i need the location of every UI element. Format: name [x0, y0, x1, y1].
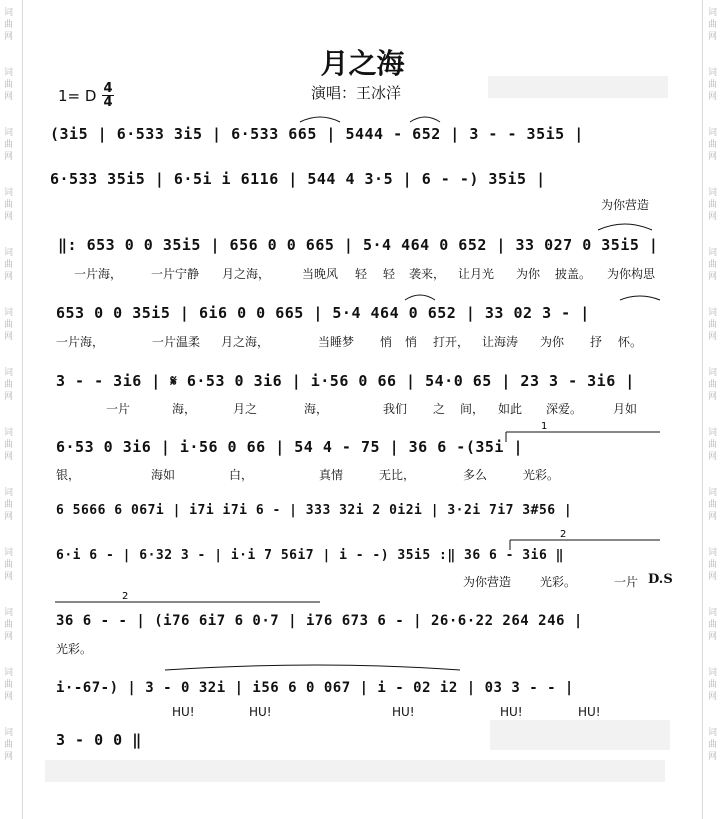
notation-row-10: i·-67-) | 3 - 0 32i | i56 6 0 067 | i - 02 i2 | 03 3 - - |: [56, 680, 574, 696]
watermark-char: 词: [708, 668, 718, 678]
watermark-char: 词: [4, 68, 14, 78]
watermark-char: 词: [4, 128, 14, 138]
watermark-char: 网: [708, 572, 718, 582]
watermark-char: 词: [708, 248, 718, 258]
watermark-char: 词: [4, 428, 14, 438]
lyric: 海，: [172, 402, 197, 416]
watermark-char: 曲: [4, 560, 14, 570]
watermark-char: 曲: [4, 680, 14, 690]
slur: [598, 224, 652, 230]
notation-row-6: 6·53 0 3i6 | i·56 0 66 | 54 4 - 75 | 36 6 -(35i |: [56, 438, 524, 456]
watermark-char: 曲: [4, 260, 14, 270]
lyric: 打开，: [433, 335, 470, 349]
watermark-char: 网: [4, 272, 14, 282]
watermark-char: 词: [708, 428, 718, 438]
lyric: 光彩。: [540, 575, 577, 589]
watermark-char: 词: [4, 488, 14, 498]
lyric: 光彩。: [56, 642, 93, 656]
watermark-char: 曲: [4, 620, 14, 630]
lyric: 无比，: [379, 468, 416, 482]
lyric: 多么: [463, 468, 488, 482]
lyric: 一片: [106, 402, 131, 416]
watermark-char: 曲: [708, 140, 718, 150]
lyric-hu: HU!: [578, 705, 601, 719]
watermark-char: 曲: [4, 80, 14, 90]
watermark-char: 词: [708, 608, 718, 618]
lyric: 为你构思: [607, 267, 656, 281]
watermark-char: 曲: [4, 200, 14, 210]
lyric: 悄: [405, 335, 418, 349]
watermark-char: 曲: [4, 440, 14, 450]
time-signature-top: 4: [103, 81, 113, 96]
watermark-char: 词: [708, 728, 718, 738]
watermark-char: 词: [708, 368, 718, 378]
lyric: 一片温柔: [152, 335, 201, 349]
lyric: 一片海，: [56, 335, 105, 349]
watermark-char: 网: [4, 332, 14, 342]
watermark-char: 词: [708, 308, 718, 318]
slur: [300, 117, 340, 122]
watermark-char: 曲: [4, 20, 14, 30]
watermark-char: 词: [708, 8, 718, 18]
watermark-char: 曲: [4, 500, 14, 510]
lyric: 悄: [380, 335, 393, 349]
lyric: 深爱。: [546, 402, 583, 416]
watermark-char: 网: [4, 572, 14, 582]
right-watermark-column: [705, 0, 725, 819]
notation-row-7: 6 5666 6 067i | i7i i7i 6 - | 333 32i 2 0i2i | 3·2i 7i7 3#56 |: [56, 503, 573, 518]
slur: [405, 295, 435, 300]
lyric: 光彩。: [523, 468, 560, 482]
notation-row-4: 653 0 0 35i5 | 6i6 0 0 665 | 5·4 464 0 652 | 33 02 3 - |: [56, 304, 590, 322]
volta-number-2b: 2: [122, 591, 129, 602]
lyric: 月如: [613, 402, 638, 416]
slur: [620, 296, 660, 300]
watermark-char: 曲: [708, 200, 718, 210]
watermark-char: 词: [4, 548, 14, 558]
slur: [165, 665, 460, 670]
watermark-char: 网: [708, 332, 718, 342]
gray-patch: [45, 760, 665, 782]
lyric: 让月光: [458, 267, 495, 281]
lyric: 让海涛: [482, 335, 519, 349]
lyric: 银，: [56, 468, 81, 482]
watermark-char: 网: [708, 752, 718, 762]
lyric: 一片宁静: [151, 267, 200, 281]
watermark-char: 词: [4, 308, 14, 318]
watermark-char: 曲: [708, 500, 718, 510]
lyric: 袭来，: [409, 267, 446, 281]
watermark-char: 词: [4, 248, 14, 258]
watermark-char: 网: [4, 692, 14, 702]
watermark-char: 词: [708, 188, 718, 198]
volta-bracket-1: [506, 432, 660, 442]
watermark-char: 曲: [708, 620, 718, 630]
notation-row-5: 3 - - 3i6 | 𝄋 6·53 0 3i6 | i·56 0 66 | 54·0 65 | 23 3 - 3i6 |: [56, 372, 635, 390]
notation-row-1: (3i5 | 6·533 3i5 | 6·533 665 | 5444 - 652 | 3 - - 35i5 |: [50, 125, 584, 143]
lyric: 为你: [540, 335, 565, 349]
watermark-char: 曲: [708, 440, 718, 450]
lyric-hu: HU!: [392, 705, 415, 719]
watermark-char: 网: [4, 632, 14, 642]
watermark-char: 曲: [708, 80, 718, 90]
lyric: 月之海，: [221, 335, 270, 349]
dal-segno-mark: D.S: [648, 572, 673, 587]
watermark-char: 曲: [708, 260, 718, 270]
lyric: 间，: [460, 402, 485, 416]
watermark-char: 网: [708, 32, 718, 42]
lyric-hu: HU!: [500, 705, 523, 719]
watermark-char: 词: [708, 488, 718, 498]
watermark-char: 词: [4, 368, 14, 378]
lyric: 月之: [233, 402, 258, 416]
lyric: 当睡梦: [318, 335, 355, 349]
watermark-char: 词: [4, 8, 14, 18]
lyric-hu: HU!: [172, 705, 195, 719]
lyric: 轻: [355, 267, 368, 281]
lyric: 如此: [498, 402, 523, 416]
lyric: 我们: [383, 402, 408, 416]
watermark-char: 网: [4, 452, 14, 462]
lyric: 白，: [229, 468, 254, 482]
watermark-char: 词: [4, 608, 14, 618]
lyric: 海如: [151, 468, 176, 482]
watermark-char: 词: [4, 728, 14, 738]
lyric: 真情: [319, 468, 344, 482]
slur: [410, 117, 440, 122]
watermark-char: 网: [4, 212, 14, 222]
lyric: 一片海，: [74, 267, 123, 281]
watermark-char: 词: [4, 188, 14, 198]
time-signature-bottom: 4: [103, 95, 113, 110]
notation-row-9: 36 6 - - | (i76 6i7 6 0·7 | i76 673 6 - | 26·6·22 264 246 |: [56, 613, 583, 629]
watermark-char: 曲: [708, 20, 718, 30]
watermark-char: 网: [708, 452, 718, 462]
volta-number-1: 1: [541, 421, 548, 432]
watermark-char: 曲: [708, 320, 718, 330]
watermark-char: 曲: [4, 140, 14, 150]
singer-credit: 演唱：王冰洋: [311, 84, 402, 102]
watermark-char: 网: [4, 392, 14, 402]
song-title: 月之海: [320, 47, 405, 80]
right-margin-line: [702, 0, 703, 819]
notation-row-11: 3 - 0 0 ‖: [56, 731, 142, 749]
gray-patch: [490, 720, 670, 750]
watermark-char: 网: [708, 152, 718, 162]
lyric: 海，: [304, 402, 329, 416]
watermark-char: 网: [708, 392, 718, 402]
watermark-char: 曲: [708, 680, 718, 690]
watermark-char: 词: [708, 128, 718, 138]
watermark-char: 网: [708, 92, 718, 102]
lyric: 一片: [614, 575, 639, 589]
watermark-char: 网: [708, 272, 718, 282]
watermark-char: 曲: [4, 740, 14, 750]
notation-row-3: ‖: 653 0 0 35i5 | 656 0 0 665 | 5·4 464 0 652 | 33 027 0 35i5 |: [58, 236, 659, 254]
watermark-char: 曲: [708, 380, 718, 390]
watermark-char: 网: [708, 632, 718, 642]
left-margin-line: [22, 0, 23, 819]
time-signature: [102, 83, 114, 108]
lyric: 月之海，: [222, 267, 271, 281]
lyric: 当晚风: [302, 267, 339, 281]
lyric-hu: HU!: [249, 705, 272, 719]
watermark-char: 网: [708, 212, 718, 222]
lyric: 为你营造: [601, 198, 650, 212]
lyric: 为你营造: [463, 575, 512, 589]
watermark-char: 曲: [708, 560, 718, 570]
watermark-char: 网: [708, 692, 718, 702]
watermark-char: 网: [4, 512, 14, 522]
watermark-char: 网: [708, 512, 718, 522]
watermark-char: 网: [4, 32, 14, 42]
watermark-char: 词: [4, 668, 14, 678]
lyric: 为你: [516, 267, 541, 281]
volta-number-2: 2: [560, 529, 567, 540]
notation-row-2: 6·533 35i5 | 6·5i i 6116 | 544 4 3·5 | 6 - -) 35i5 |: [50, 170, 546, 188]
watermark-char: 曲: [4, 380, 14, 390]
watermark-char: 网: [4, 92, 14, 102]
watermark-char: 网: [4, 752, 14, 762]
lyric: 轻: [383, 267, 396, 281]
notation-row-8: 6·i 6 - | 6·32 3 - | i·i 7 56i7 | i - -) 35i5 :‖ 36 6 - 3i6 ‖: [56, 548, 564, 563]
lyric: 怀。: [618, 335, 643, 349]
lyric: 抒: [590, 335, 603, 349]
key-signature: 1= D: [58, 87, 97, 105]
watermark-char: 词: [708, 548, 718, 558]
left-watermark-column: [0, 0, 20, 819]
lyric: 披盖。: [555, 267, 592, 281]
watermark-char: 曲: [4, 320, 14, 330]
watermark-char: 曲: [708, 740, 718, 750]
lyric: 之: [433, 402, 446, 416]
watermark-char: 网: [4, 152, 14, 162]
watermark-char: 词: [708, 68, 718, 78]
